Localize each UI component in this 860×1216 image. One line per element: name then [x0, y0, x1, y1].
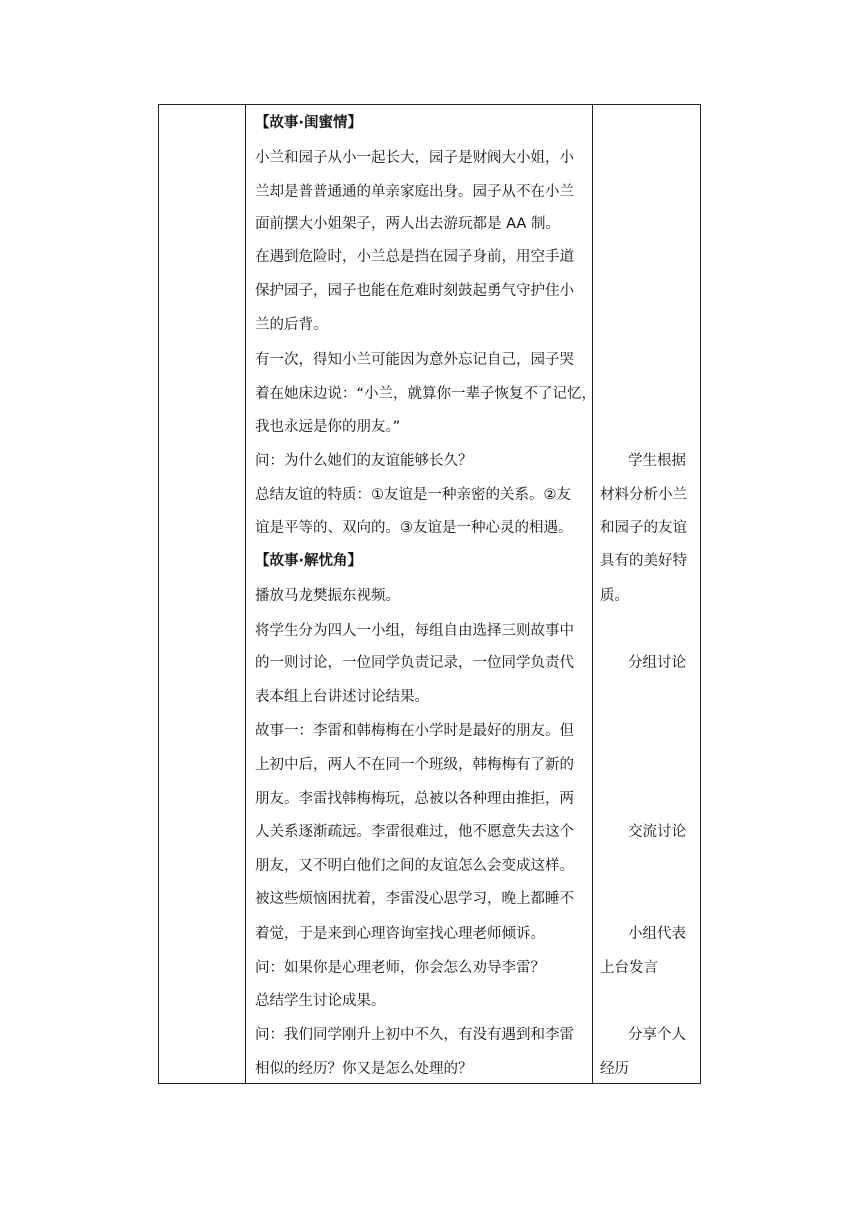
- question-line: 问：如果你是心理老师，你会怎么劝导李雷？: [255, 960, 545, 976]
- text-line: 在遇到危险时，小兰总是挡在园子身前，用空手道: [255, 249, 574, 265]
- student-activity-line: 具有的美好特: [600, 553, 687, 569]
- text-line: 相似的经历？你又是怎么处理的？: [255, 1061, 473, 1077]
- text-line: 的一则讨论，一位同学负责记录，一位同学负责代: [255, 655, 574, 671]
- student-activity-line: 分享个人: [628, 1027, 686, 1043]
- student-activity-line: 学生根据: [628, 453, 686, 469]
- text-line: 播放马龙樊振东视频。: [255, 588, 400, 604]
- text-line: 朋友，又不明白他们之间的友谊怎么会变成这样。: [255, 858, 574, 874]
- section-heading: 【故事·解忧角】: [255, 553, 363, 569]
- text-line: 朋友。李雷找韩梅梅玩，总被以各种理由推拒，两: [255, 791, 574, 807]
- text-line: 小兰和园子从小一起长大，园子是财阀大小姐，小: [255, 150, 574, 166]
- text-line: 人关系逐渐疏远。李雷很难过，他不愿意失去这个: [255, 824, 574, 840]
- student-activity-line: 分组讨论: [628, 655, 686, 671]
- question-line: 问：我们同学刚升上初中不久，有没有遇到和李雷: [255, 1027, 574, 1043]
- text-line: 表本组上台讲述讨论结果。: [255, 689, 429, 705]
- text-line: 我也永远是你的朋友。”: [255, 419, 401, 435]
- text-line: 着在她床边说：“小兰，就算你一辈子恢复不了记忆，: [255, 386, 597, 402]
- student-activity-line: 材料分析小兰: [600, 487, 687, 503]
- question-line: 问：为什么她们的友谊能够长久？: [255, 453, 473, 469]
- text-line: 上初中后，两人不在同一个班级，韩梅梅有了新的: [255, 757, 574, 773]
- text-line: 保护园子，园子也能在危难时刻鼓起勇气守护住小: [255, 283, 574, 299]
- student-activity-line: 小组代表: [628, 926, 686, 942]
- column-divider-right: [592, 105, 593, 1083]
- text-line: 兰的后背。: [255, 317, 328, 333]
- section-heading: 【故事·闺蜜情】: [255, 115, 363, 131]
- text-line: 有一次，得知小兰可能因为意外忘记自己，园子哭: [255, 352, 574, 368]
- text-line: 总结友谊的特质：①友谊是一种亲密的关系。②友: [255, 487, 571, 503]
- text-line: 兰却是普普通通的单亲家庭出身。园子从不在小兰: [255, 184, 574, 200]
- text-line: 被这些烦恼困扰着，李雷没心思学习，晚上都睡不: [255, 891, 574, 907]
- text-line: 谊是平等的、双向的。③友谊是一种心灵的相遇。: [255, 520, 573, 536]
- text-line: 将学生分为四人一小组，每组自由选择三则故事中: [255, 623, 574, 639]
- student-activity-line: 和园子的友谊: [600, 520, 687, 536]
- text-line: 故事一：李雷和韩梅梅在小学时是最好的朋友。但: [255, 723, 574, 739]
- text-line: 着觉，于是来到心理咨询室找心理老师倾诉。: [255, 926, 545, 942]
- text-line: 面前摆大小姐架子，两人出去游玩都是 AA 制。: [255, 216, 560, 232]
- student-activity-line: 质。: [600, 588, 629, 604]
- student-activity-line: 交流讨论: [628, 824, 686, 840]
- lesson-table: [158, 104, 701, 1084]
- student-activity-line: 上台发言: [600, 960, 658, 976]
- column-divider-left: [245, 105, 246, 1083]
- student-activity-line: 经历: [600, 1061, 629, 1077]
- text-line: 总结学生讨论成果。: [255, 993, 386, 1009]
